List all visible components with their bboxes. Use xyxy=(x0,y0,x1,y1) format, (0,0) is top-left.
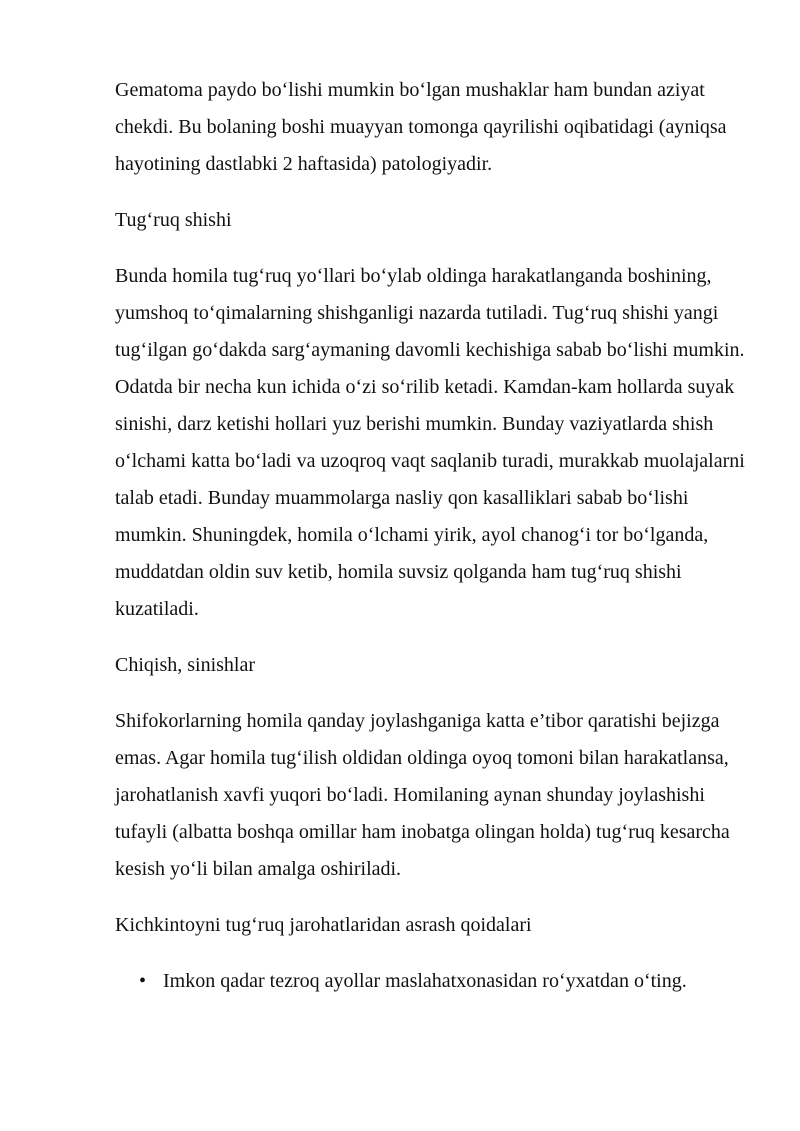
document-body xyxy=(115,72,755,1000)
list-item xyxy=(115,963,755,1000)
bullet-list xyxy=(115,963,755,1000)
section-heading-dislocations-fractures: Chiqish, sinishlar xyxy=(115,654,256,676)
section-heading-protection-rules: Kichkintoyni tugʻruq jarohatlaridan asrash qoidalari xyxy=(115,914,532,936)
bullet-marker: • xyxy=(139,970,147,992)
section-heading-birth-swelling: Tugʻruq shishi xyxy=(115,209,232,231)
paragraph-hematoma: Gematoma paydo boʻlishi mumkin boʻlgan mushaklar ham bundan aziyat chekdi. Bu bolaning boshi muayyan tomonga qayrilishi oqibatidagi (ayniqsa hayotining dastlabki 2 haftasida) patologiyadir. xyxy=(115,79,727,175)
paragraph-fetal-position: Shifokorlarning homila qanday joylashganiga katta e’tibor qaratishi bejizga emas. Agar homila tugʻilish oldidan oldinga oyoq tomoni bilan harakatlansa, jarohatlanish xavfi yuqori boʻladi. Homilaning aynan shunday joylashishi tufayli (albatta boshqa omillar ham inobatga olingan holda) tugʻruq kesarcha kesish yoʻli bilan amalga oshiriladi. xyxy=(115,710,730,880)
list-item-text: Imkon qadar tezroq ayollar maslahatxonasidan roʻyxatdan oʻting. xyxy=(163,970,687,992)
paragraph-birth-swelling: Bunda homila tugʻruq yoʻllari boʻylab oldinga harakatlanganda boshining, yumshoq toʻqimalarning shishganligi nazarda tutiladi. Tugʻruq shishi yangi tugʻilgan goʻdakda sargʻaymaning davomli kechishiga sabab boʻlishi mumkin. Odatda bir necha kun ichida oʻzi soʻrilib ketadi. Kamdan-kam hollarda suyak sinishi, darz ketishi hollari yuz berishi mumkin. Bunday vaziyatlarda shish oʻlchami katta boʻladi va uzoqroq vaqt saqlanib turadi, murakkab muolajalarni talab etadi. Bunday muammolarga nasliy qon kasalliklari sabab boʻlishi mumkin. Shuningdek, homila oʻlchami yirik, ayol chanogʻi tor boʻlganda, muddatdan oldin suv ketib, homila suvsiz qolganda ham tugʻruq shishi kuzatiladi. xyxy=(115,265,745,620)
